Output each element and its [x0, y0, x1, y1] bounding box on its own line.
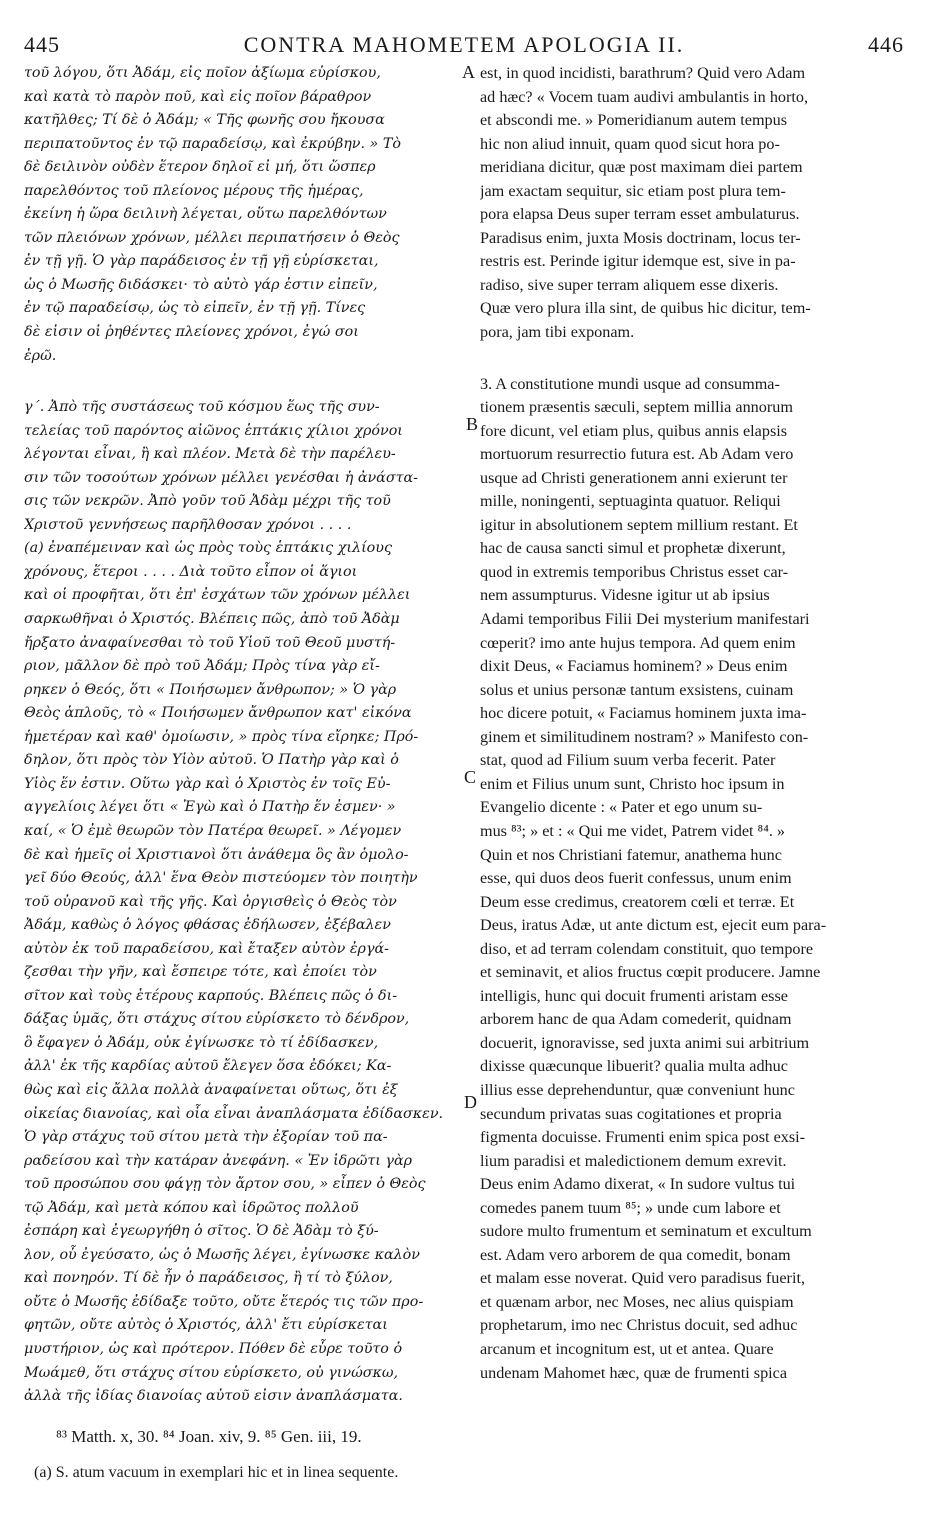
- text-line: mus ⁸³; » et : « Qui me videt, Patrem videt ⁸⁴. »: [480, 821, 786, 840]
- latin-paragraph-1: [480, 62, 904, 345]
- text-line: ὃ ἔφαγεν ὁ Ἀδάμ, οὐκ ἐγίνωσκε τὸ τί ἐδίδασκεν,: [24, 1034, 379, 1051]
- text-line: κατῆλθες; Τί δὲ ὁ Ἀδάμ; « Τῆς φωνῆς σου ἤκουσα: [24, 112, 385, 129]
- text-line: αγγελίοις λέγει ὅτι « Ἐγὼ καὶ ὁ Πατὴρ ἕν ἐσμεν· »: [24, 799, 396, 816]
- text-line: Ἀδάμ, καθὼς ὁ λόγος φθάσας ἐδήλωσεν, ἐξέβαλεν: [24, 917, 391, 934]
- text-line: Quæ vero plura illa sint, de quibus hic dicitur, tem-: [480, 299, 811, 318]
- text-line: λον, οὗ ἐγεύσατο, ὡς ὁ Μωσῆς λέγει, ἐγίνωσκε καλὸν: [24, 1246, 420, 1263]
- text-line: esse, qui duos deos fuerit confessus, unum enim: [480, 869, 792, 888]
- text-line: περιπατοῦντος ἐν τῷ παραδείσῳ, καὶ ἐκρύβην. » Τὸ: [24, 135, 401, 152]
- text-line: Deus enim Adamo dixerat, « In sudore vultus tui: [480, 1175, 796, 1194]
- text-line: est. Adam vero arborem de qua comedit, bonam: [480, 1245, 791, 1264]
- text-line: σιν τῶν τοσούτων χρόνων μέλλει γενέσθαι ἡ ἀνάστα-: [24, 469, 418, 486]
- margin-letter-a: A: [462, 62, 475, 82]
- text-line: Evangelio dicente : « Pater et ego unum su-: [480, 798, 763, 817]
- page-number-left: 445: [24, 32, 60, 57]
- text-line: figmenta docuisse. Frumenti enim spica post exsi-: [480, 1128, 806, 1147]
- text-line: ἀλλ' ἐκ τῆς καρδίας αὐτοῦ ἔλεγεν ὅσα ἐδόκει; Κα-: [24, 1058, 392, 1075]
- text-line: ἐν τῇ γῇ. Ὁ γὰρ παράδεισος ἐν τῇ γῇ εὑρίσκεται,: [24, 253, 379, 270]
- text-line: docuerit, ignoravisse, sed juxta animi sui arbitrium: [480, 1033, 810, 1052]
- text-line: et malam esse noverat. Quid vero paradisus fuerit,: [480, 1269, 805, 1288]
- text-line: καὶ κατὰ τὸ παρὸν ποῦ, καὶ εἰς ποῖον βάραθρον: [24, 88, 372, 105]
- text-line: solus et unius personæ tantum exsistens, cuinam: [480, 680, 794, 699]
- text-line: Χριστοῦ γεννήσεως παρῆλθοσαν χρόνοι . . . .: [24, 516, 352, 533]
- text-line: ἐρῶ.: [24, 347, 57, 364]
- text-line: τελείας τοῦ παρόντος αἰῶνος ἑπτάκις χίλιοι χρόνοι: [24, 422, 403, 439]
- text-line: δὲ εἰσιν οἱ ῥηθέντες πλείονες χρόνοι, ἐγώ σοι: [24, 324, 359, 341]
- paragraph-gap: [480, 345, 904, 373]
- text-line: lium paradisi et maledictionem demum exrevit.: [480, 1151, 787, 1170]
- text-line: usque ad Christi generationem anni exierunt ter: [480, 468, 788, 487]
- text-line: παρελθόντος τοῦ πλείονος μέρους τῆς ἡμέρας,: [24, 182, 364, 199]
- text-line: Υἱὸς ἕν ἐστιν. Οὕτω γὰρ καὶ ὁ Χριστὸς ἐν τοῖς Εὐ-: [24, 775, 391, 792]
- text-line: οὔτε ὁ Μωσῆς ἐδίδαξε τοῦτο, οὔτε ἕτερός τις τῶν προ-: [24, 1293, 424, 1310]
- text-line: et quænam arbor, nec Moses, nec alius quispiam: [480, 1292, 794, 1311]
- greek-column: [24, 62, 462, 1409]
- text-line: σῖτον καὶ τοὺς ἑτέρους καρπούς. Βλέπεις πῶς ὁ δι-: [24, 987, 398, 1004]
- text-line: hac de causa sancti simul et prophetæ dixerunt,: [480, 539, 786, 558]
- text-line: τοῦ οὐρανοῦ καὶ τῆς γῆς. Καὶ ὀργισθεὶς ὁ Θεὸς τὸν: [24, 893, 397, 910]
- text-line: Quin et nos Christiani fatemur, anathema hunc: [480, 845, 782, 864]
- text-line: arborem hanc de qua Adam comederit, quidnam: [480, 1010, 792, 1029]
- text-line: Adami temporibus Filii Dei mysterium manifestari: [480, 610, 810, 629]
- text-line: δὲ καὶ ἡμεῖς οἱ Χριστιανοὶ ὅτι ἀνάθεμα ὃς ἂν ὁμολο-: [24, 846, 409, 863]
- text-line: est, in quod incidisti, barathrum? Quid vero Adam: [480, 64, 806, 82]
- text-line: Deus, iratus Adæ, ut ante dictum est, ejecit eum para-: [480, 916, 827, 935]
- text-line: 3. A constitutione mundi usque ad consumma-: [480, 374, 780, 393]
- running-title: CONTRA MAHOMETEM APOLOGIA II.: [243, 32, 685, 57]
- text-line: τῶν πλειόνων χρόνων, μέλλει περιπατήσειν ὁ Θεὸς: [24, 229, 400, 246]
- text-line: intelligis, hunc qui docuit frumenti aristam esse: [480, 986, 788, 1005]
- text-line: ραδείσου καὶ τὴν κατάραν ἀνεφάνη. « Ἐν ἱδρῶτι γὰρ: [24, 1152, 413, 1169]
- text-line: cœperit? imo ante hujus tempora. Ad quem enim: [480, 633, 796, 652]
- text-line: γεῖ δύο Θεούς, ἀλλ' ἕνα Θεὸν πιστεύομεν τὸν ποιητὴν: [24, 870, 418, 887]
- text-line: μυστήριον, ὡς καὶ πρότερον. Πόθεν δὲ εὗρε τοῦτο ὁ: [24, 1340, 403, 1357]
- text-line: nem assumpturus. Videsne igitur ut ab ipsius: [480, 586, 770, 605]
- text-line: δὲ δειλινὸν οὐδὲν ἕτερον δηλοῖ εἰ μή, ὅτι ὥσπερ: [24, 159, 376, 176]
- text-line: ad hæc? « Vocem tuam audivi ambulantis in horto,: [480, 87, 809, 106]
- greek-paragraph-2: [24, 396, 462, 1409]
- text-line: αὐτὸν ἐκ τοῦ παραδείσου, καὶ ἔταξεν αὐτὸν ἐργά-: [24, 940, 389, 957]
- text-line: ἐκείνη ἡ ὥρα δειλινὴ λέγεται, οὕτω παρελθόντων: [24, 206, 387, 223]
- margin-letter-c: C: [464, 767, 477, 787]
- paragraph-gap: [24, 368, 462, 396]
- text-line: ἐν τῷ παραδείσῳ, ὡς τὸ εἰπεῖν, ἐν τῇ γῇ. Τίνες: [24, 300, 366, 317]
- text-line: Μωάμεθ, ὅτι στάχυς σίτου εὑρίσκετο, οὐ γινώσκω,: [24, 1364, 399, 1381]
- text-line: οἰκείας διανοίας, καὶ οἷα εἶναι ἀναπλάσματα ἐδίδασκεν.: [24, 1105, 444, 1122]
- latin-paragraph-2: [480, 373, 904, 1386]
- text-line: tionem præsentis sæculi, septem millia annorum: [480, 398, 793, 417]
- text-line: et seminavit, et alios fructus cœpit producere. Jamne: [480, 963, 821, 982]
- text-line: ὡς ὁ Μωσῆς διδάσκει· τὸ αὐτὸ γάρ ἐστιν εἰπεῖν,: [24, 276, 378, 293]
- margin-letter-b: B: [466, 414, 479, 434]
- text-line: jam exactam sequitur, sic etiam post plura tem-: [480, 181, 786, 200]
- text-line: diso, et ad terram colendam constituit, quo tempore: [480, 939, 814, 958]
- text-line: undenam Mahomet hæc, quæ de frumenti spica: [480, 1363, 788, 1382]
- text-line: arcanum et incognitum est, ut et antea. Quare: [480, 1339, 774, 1358]
- text-line: restris est. Perinde igitur idemque est, sive in pa-: [480, 252, 796, 271]
- text-line: τοῦ προσώπου σου φάγῃ τὸν ἄρτον σου, » εἶπεν ὁ Θεὸς: [24, 1176, 426, 1193]
- margin-letter-d: D: [464, 1092, 477, 1112]
- greek-paragraph-1: [24, 62, 462, 368]
- text-line: comedes panem tuum ⁸⁵; » unde cum labore et: [480, 1198, 781, 1217]
- text-line: ζεσθαι τὴν γῆν, καὶ ἔσπειρε τότε, καὶ ἐποίει τὸν: [24, 964, 377, 981]
- text-line: pora, jam tibi exponam.: [480, 323, 635, 342]
- page-number-right: 446: [868, 32, 904, 57]
- text-line: hoc dicere potuit, « Faciamus hominem juxta ima-: [480, 704, 807, 723]
- latin-column: [480, 62, 904, 1385]
- text-line: igitur in absolutionem septem millium restant. Et: [480, 515, 798, 534]
- text-line: ρηκεν ὁ Θεός, ὅτι « Ποιήσωμεν ἄνθρωπον; » Ὁ γὰρ: [24, 681, 397, 698]
- text-line: illius esse deprehenduntur, quæ conveniunt hunc: [480, 1080, 795, 1099]
- text-line: χρόνους, ἕτεροι . . . . Διὰ τοῦτο εἶπον οἱ ἅγιοι: [24, 563, 358, 580]
- text-line: radiso, sive super terram aliquem esse dixeris.: [480, 275, 779, 294]
- text-line: dixisse quæcunque libuerit? qualia multa adhuc: [480, 1057, 788, 1076]
- text-line: ἀλλὰ τῆς ἰδίας διανοίας αὐτοῦ εἰσιν ἀναπλάσματα.: [24, 1388, 403, 1405]
- text-line: secundum privatas suas cogitationes et propria: [480, 1104, 782, 1123]
- footnotes: ⁸³ Matth. x, 30. ⁸⁴ Joan. xiv, 9. ⁸⁵ Gen. iii, 19.: [56, 1427, 362, 1446]
- text-line: φητῶν, οὔτε αὐτὸς ὁ Χριστός, ἀλλ' ἔτι εὑρίσκεται: [24, 1317, 388, 1334]
- text-line: quod in extremis temporibus Christus esset car-: [480, 562, 789, 581]
- text-line: καὶ οἱ προφῆται, ὅτι ἐπ' ἐσχάτων τῶν χρόνων μέλλει: [24, 587, 411, 604]
- text-line: sudore multo frumentum et seminatum et excultum: [480, 1222, 812, 1241]
- text-line: τῷ Ἀδάμ, καὶ μετὰ κόπου καὶ ἱδρῶτος πολλοῦ: [24, 1199, 359, 1216]
- text-line: θὼς καὶ εἰς ἄλλα πολλὰ ἀναφαίνεται οὕτως, ὅτι ἐξ: [24, 1081, 398, 1098]
- text-line: σις τῶν νεκρῶν. Ἀπὸ γοῦν τοῦ Ἀδὰμ μέχρι τῆς τοῦ: [24, 493, 391, 510]
- running-header: [24, 32, 904, 60]
- text-line: mille, noningenti, septuaginta quatuor. Reliqui: [480, 492, 781, 511]
- text-line: et abscondi me. » Pomeridianum autem tempus: [480, 111, 788, 130]
- text-line: δάξας ὑμᾶς, ὅτι στάχυς σίτου εὑρίσκετο τὸ δένδρον,: [24, 1011, 410, 1028]
- text-line: ἡμετέραν καὶ καθ' ὁμοίωσιν, » πρὸς τίνα εἴρηκε; Πρό-: [24, 728, 419, 745]
- text-line: Deum esse credimus, creatorem cœli et terræ. Et: [480, 892, 795, 911]
- text-line: καὶ πονηρόν. Τί δὲ ἦν ὁ παράδεισος, ἢ τί τὸ ξύλον,: [24, 1270, 393, 1287]
- text-line: ginem et similitudinem nostram? » Manifesto con-: [480, 727, 809, 746]
- text-line: stat, quod ad Filium suum verba fecerit. Pater: [480, 751, 776, 770]
- text-line: hic non aliud innuit, quam quod sicut hora po-: [480, 134, 780, 153]
- text-line: ριον, μᾶλλον δὲ πρὸ τοῦ Ἀδάμ; Πρὸς τίνα γὰρ εἴ-: [24, 658, 380, 675]
- text-line: prophetarum, imo nec Christus docuit, sed adhuc: [480, 1316, 798, 1335]
- text-line: Paradisus enim, juxta Mosis doctrinam, locus ter-: [480, 228, 801, 247]
- text-line: dixit Deus, « Faciamus hominem? » Deus enim: [480, 657, 788, 676]
- text-line: καί, « Ὁ ἐμὲ θεωρῶν τὸν Πατέρα θεωρεῖ. » Λέγομεν: [24, 822, 402, 839]
- text-line: Θεὸς ἁπλοῦς, τὸ « Ποιήσωμεν ἄνθρωπον κατ' εἰκόνα: [24, 705, 412, 722]
- text-line: γ΄. Ἀπὸ τῆς συστάσεως τοῦ κόσμου ἕως τῆς συν-: [24, 399, 380, 416]
- text-line: Ὁ γὰρ στάχυς τοῦ σίτου μετὰ τὴν ἐξορίαν τοῦ πα-: [24, 1129, 388, 1146]
- variant-note: (a) S. atum vacuum in exemplari hic et in linea sequente.: [34, 1464, 399, 1481]
- text-line: meridiana dicitur, quæ post maximam diei partem: [480, 158, 803, 177]
- text-line: ἤρξατο ἀναφαίνεσθαι τὸ τοῦ Υἱοῦ τοῦ Θεοῦ μυστή-: [24, 634, 396, 651]
- text-line: ἐσπάρη καὶ ἐγεωργήθη ὁ σῖτος. Ὁ δὲ Ἀδὰμ τὸ ξύ-: [24, 1223, 379, 1240]
- text-line: fore dicunt, vel etiam plus, quibus annis elapsis: [480, 421, 788, 440]
- text-line: σαρκωθῆναι ὁ Χριστός. Βλέπεις πῶς, ἀπὸ τοῦ Ἀδὰμ: [24, 611, 400, 628]
- text-line: τοῦ λόγου, ὅτι Ἀδάμ, εἰς ποῖον ἀξίωμα εὑρίσκου,: [24, 65, 381, 81]
- text-line: λέγονται εἶναι, ἢ καὶ πλέον. Μετὰ δὲ τὴν παρέλευ-: [24, 446, 396, 463]
- text-line: enim et Filius unum sunt, Christo hoc ipsum in: [480, 774, 785, 793]
- text-line: pora elapsa Deus super terram esset ambulaturus.: [480, 205, 800, 224]
- text-line: mortuorum resurrectio futura est. Ab Adam vero: [480, 445, 794, 464]
- text-line: δηλον, ὅτι πρὸς τὸν Υἱὸν αὐτοῦ. Ὁ Πατὴρ γὰρ καὶ ὁ: [24, 752, 399, 769]
- text-line: (a) ἐναπέμειναν καὶ ὡς πρὸς τοὺς ἑπτάκις χιλίους: [24, 540, 392, 557]
